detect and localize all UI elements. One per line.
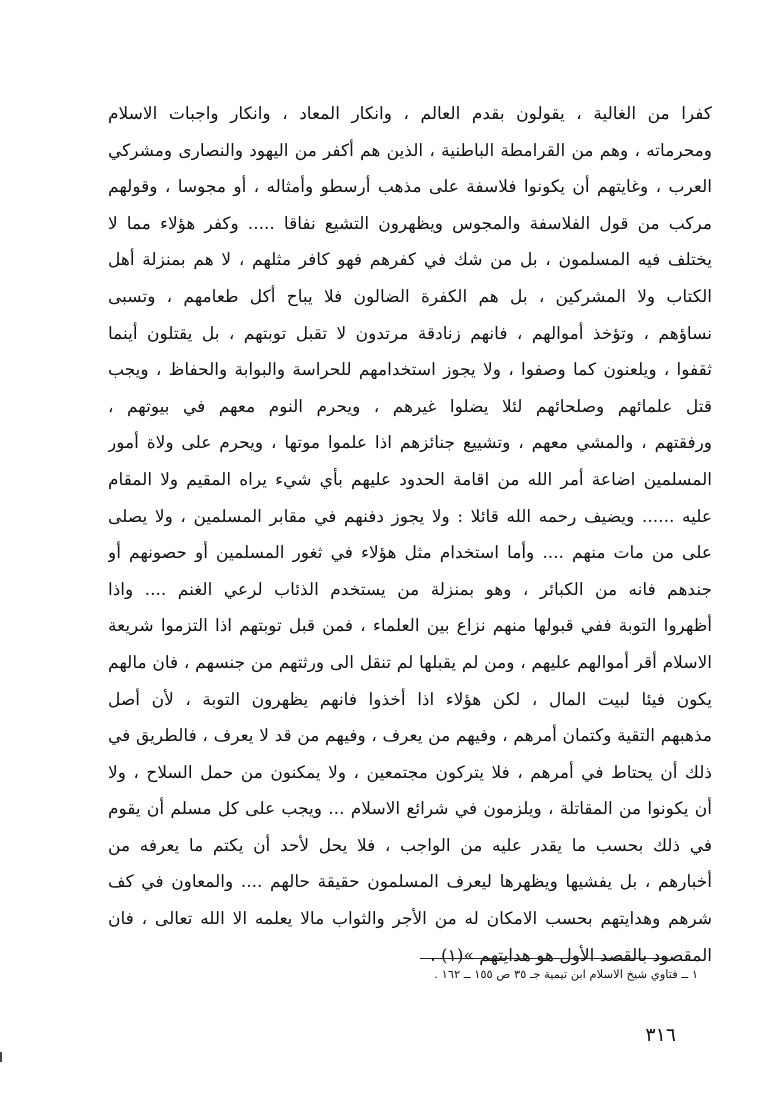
text-line-17: يكون فيئا لبيت المال ، لكن هؤلاء اذا أخذوا فانهم يظهرون التوبة ، لأن أصل xyxy=(108,689,712,710)
text-line-3: العرب ، وغايتهم أن يكونوا فلاسفة على مذهب أرسطو وأمثاله ، أو مجوسا ، وقولهم xyxy=(108,177,712,198)
text-line-24: المقصود بالقصد الأول هو هدايتهم »(١) . xyxy=(430,945,712,966)
footnote: ١ ــ فتاوي شيخ الاسلام ابن تيمية جـ ٣٥ ص ١٥٥ ــ ١٦٢ . xyxy=(434,967,698,981)
text-line-15: أظهروا التوبة ففي قبولها منهم نزاع بين العلماء ، فمن قبل توبتهم اذا التزموا شريعة xyxy=(108,616,712,637)
text-line-5: يختلف فيه المسلمون ، بل من شك في كفرهم فهو كافر مثلهم ، لا هم بمنزلة أهل xyxy=(108,250,712,271)
text-line-1: كفرا من الغالية ، يقولون بقدم العالم ، وانكار المعاد ، وانكار واجبات الاسلام xyxy=(108,104,712,124)
text-line-12: عليه ...... ويضيف رحمه الله قائلا : ولا يجوز دفنهم في مقابر المسلمين ، ولا يصلى xyxy=(108,506,712,527)
text-line-4: مركب من قول الفلاسفة والمجوس ويظهرون التشيع نفاقا ..... وكفر هؤلاء مما لا xyxy=(108,213,712,234)
text-line-11: المسلمين اضاعة أمر الله من اقامة الحدود عليهم بأي شيء يراه المقيم ولا المقام xyxy=(108,469,712,490)
text-line-6: الكتاب ولا المشركين ، بل هم الكفرة الضالون فلا يباح أكل طعامهم ، وتسبى xyxy=(108,286,712,307)
body-text xyxy=(108,96,712,974)
text-line-19: ذلك أن يحتاط في أمرهم ، فلا يتركون مجتمعين ، ولا يمكنون من حمل السلاح ، ولا xyxy=(108,762,712,783)
text-line-14: جندهم فانه من الكبائر ، وهو بمنزلة من يستخدم الذئاب لرعي الغنم .... واذا xyxy=(108,579,712,600)
page-number: ٣١٦ xyxy=(645,1024,676,1046)
text-line-2: ومحرماته ، وهم من القرامطة الباطنية ، الذين هم أكفر من اليهود والنصارى ومشركي xyxy=(108,140,712,161)
text-line-16: الاسلام أقر أموالهم عليهم ، ومن لم يقبلها لم تنقل الى ورثتهم من جنسهم ، فان مالهم xyxy=(108,652,712,673)
text-line-20: أن يكونوا من المقاتلة ، ويلزمون في شرائع الاسلام ... ويجب على كل مسلم أن يقوم xyxy=(108,799,712,820)
text-line-10: ورفقتهم ، والمشي معهم ، وتشييع جنائزهم اذا علموا موتها ، ويحرم على ولاة أمور xyxy=(108,433,712,454)
text-line-8: ثقفوا ، ويلعنون كما وصفوا ، ولا يجوز استخدامهم للحراسة والبوابة والحفاظ ، ويجب xyxy=(108,360,712,381)
text-line-23: شرهم وهدايتهم بحسب الامكان له من الأجر والثواب مالا يعلمه الا الله تعالى ، فان xyxy=(108,909,712,930)
text-line-13: على من مات منهم .... وأما استخدام مثل هؤلاء في ثغور المسلمين أو حصونهم أو xyxy=(108,543,712,564)
text-line-7: نساؤهم ، وتؤخذ أموالهم ، فانهم زنادقة مرتدون لا تقبل توبتهم ، بل يقتلون أينما xyxy=(108,323,712,344)
scan-edge-mark xyxy=(0,1052,2,1062)
text-line-18: مذهبهم التقية وكتمان أمرهم ، وفيهم من يعرف ، وفيهم من قد لا يعرف ، فالطريق في xyxy=(108,726,712,747)
text-line-22: أخبارهم ، بل يفشيها ويظهرها ليعرف المسلمون حقيقة حالهم .... والمعاون في كف xyxy=(108,872,712,893)
text-line-21: في ذلك بحسب ما يقدر عليه من الواجب ، فلا يحل لأحد أن يكتم ما يعرفه من xyxy=(108,835,712,856)
footnote-divider xyxy=(420,958,668,959)
text-line-9: قتل علمائهم وصلحائهم لئلا يضلوا غيرهم ، ويحرم النوم معهم في بيوتهم ، xyxy=(108,396,712,417)
